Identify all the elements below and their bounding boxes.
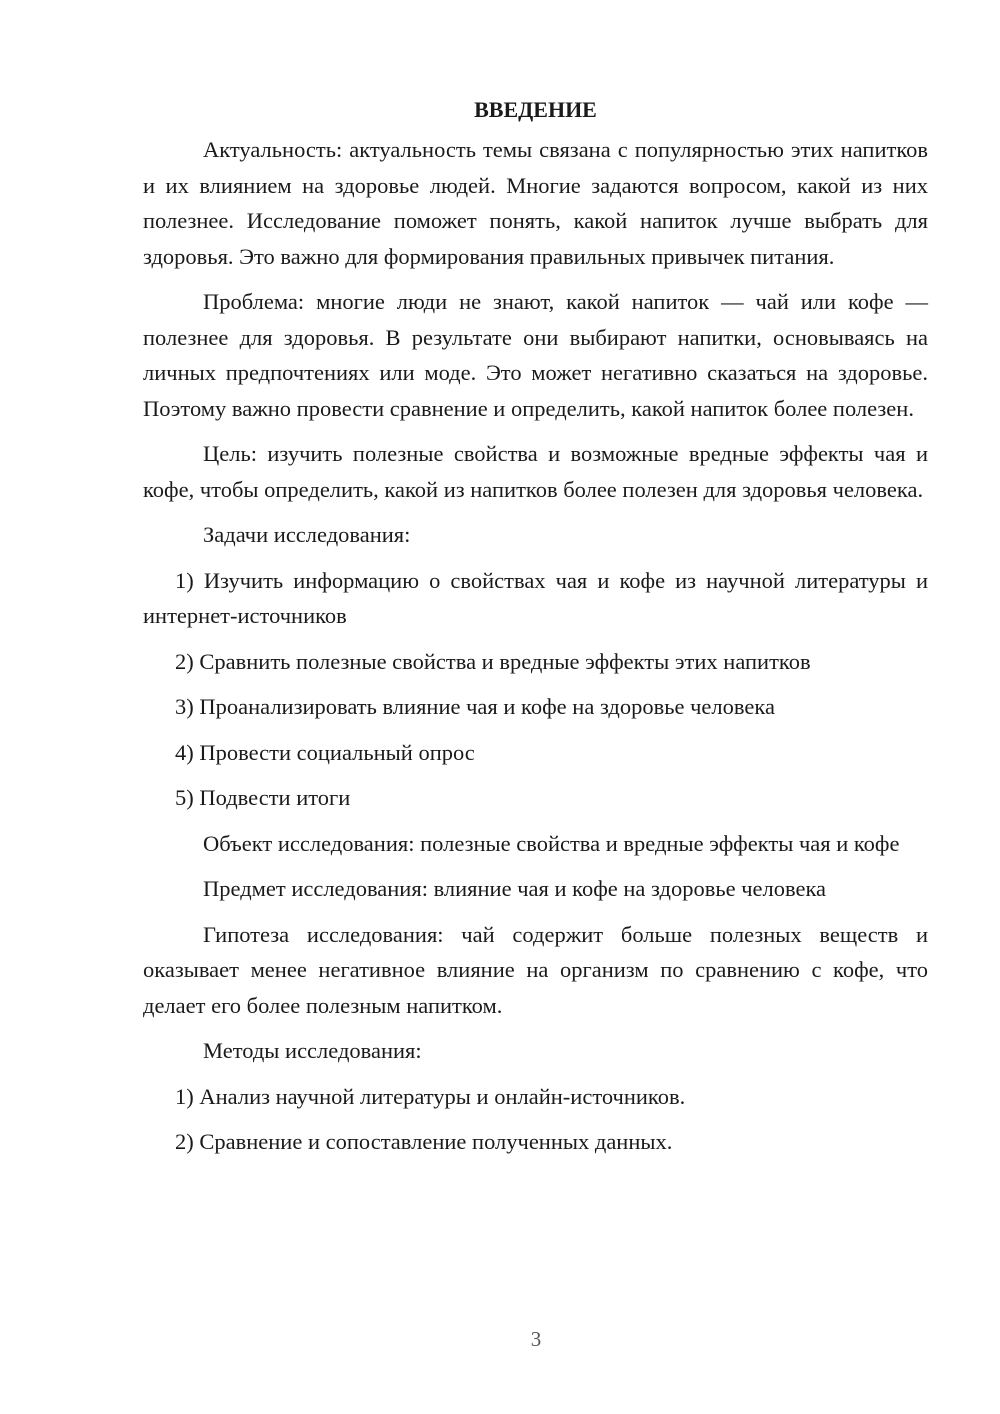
methods-heading: Методы исследования: (203, 1038, 422, 1063)
task-item (143, 563, 928, 634)
task-item-text: 1) Изучить информацию о свойствах чая и кофе из научной литературы и интернет-источников (143, 567, 928, 628)
task-item: 4) Провести социальный опрос (175, 739, 475, 765)
hypothesis-paragraph: Гипотеза исследования: чай содержит больше полезных веществ и оказывает менее негативное влияние на организм по сравнению с кофе, что делает его более полезным напитком. (143, 921, 928, 1018)
relevance-paragraph: Актуальность: актуальность темы связана с популярностью этих напитков и их влиянием на здоровье людей. Многие задаются вопросом, какой из них полезнее. Исследование поможет понять, какой напиток лучше выбрать для здоровья. Это важно для формирования правильных привычек питания. (143, 137, 928, 269)
page-title: ВВЕДЕНИЕ (474, 97, 597, 122)
task-item: 3) Проанализировать влияние чая и кофе на здоровье человека (175, 694, 775, 719)
method-item: 2) Сравнение и сопоставление полученных данных. (175, 1129, 673, 1154)
task-item: 5) Подвести итоги (175, 785, 351, 810)
subject-paragraph: Предмет исследования: влияние чая и кофе на здоровье человека (203, 876, 827, 901)
goal-paragraph: Цель: изучить полезные свойства и возможные вредные эффекты чая и кофе, чтобы определить, какой из напитков более полезен для здоровья человека. (143, 441, 928, 502)
object-paragraph: Объект исследования: полезные свойства и вредные эффекты чая и кофе (203, 830, 900, 856)
page-content (143, 92, 928, 1160)
method-item: 1) Анализ научной литературы и онлайн-источников. (175, 1083, 686, 1109)
tasks-heading: Задачи исследования: (203, 522, 411, 547)
task-item: 2) Сравнить полезные свойства и вредные эффекты этих напитков (175, 648, 811, 674)
page-number: 3 (530, 1327, 542, 1351)
problem-paragraph: Проблема: многие люди не знают, какой напиток — чай или кофе — полезнее для здоровья. В результате они выбирают напитки, основываясь на личных предпочтениях или моде. Это может негативно сказаться на здоровье. Поэтому важно провести сравнение и определить, какой напиток более полезен. (143, 289, 928, 421)
